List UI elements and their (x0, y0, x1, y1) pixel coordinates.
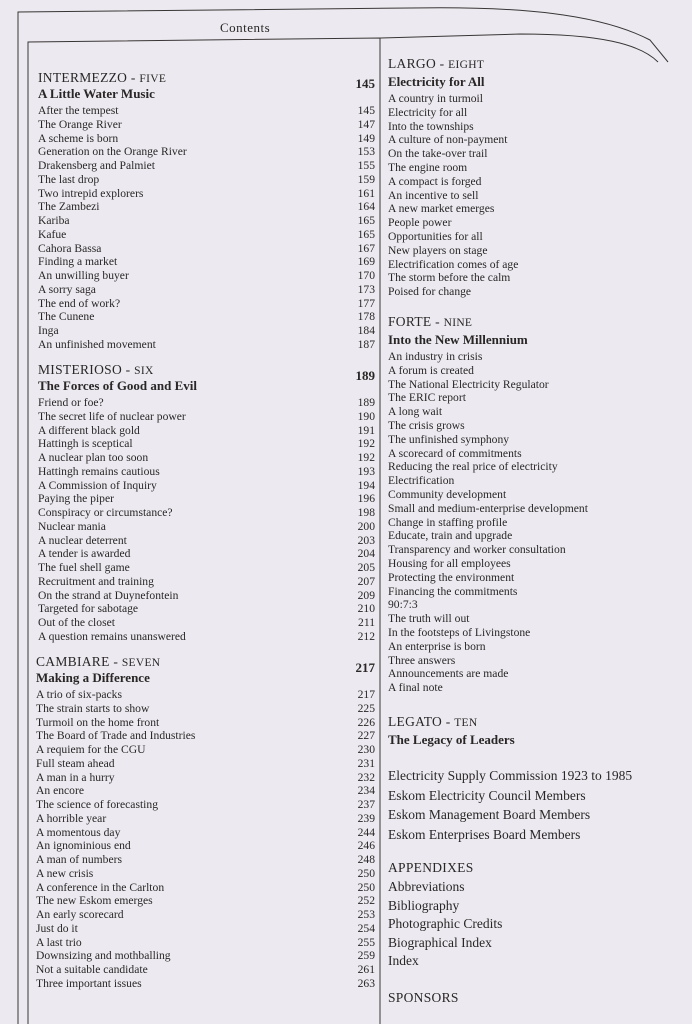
toc-entry-title: A trio of six-packs (36, 688, 122, 701)
toc-entry-title: Kafue (38, 227, 67, 241)
appendix-entry: Index (388, 953, 419, 968)
toc-entry-title: The Cunene (38, 310, 95, 324)
toc-entry-title: Out of the closet (38, 616, 115, 629)
toc-entry-title: People power (388, 216, 452, 230)
section-subtitle: The Forces of Good and Evil (38, 378, 198, 393)
toc-entry-page: 189 (357, 396, 375, 409)
part-numeral: NINE (443, 317, 473, 329)
toc-entry-page: 230 (357, 743, 375, 756)
toc-entry-title: A horrible year (36, 811, 107, 825)
toc-entry-title: Change in staffing profile (388, 515, 508, 529)
part-numeral: SIX (134, 365, 154, 377)
toc-entry-title: An encore (36, 784, 84, 798)
toc-entry-title: The ERIC report (388, 391, 466, 405)
toc-entry-page: 165 (357, 227, 375, 241)
part-heading (388, 56, 484, 72)
toc-entry-title: Hattingh is sceptical (38, 437, 133, 451)
toc-entry-page: 198 (357, 506, 375, 519)
appendix-entry: Photographic Credits (388, 916, 503, 931)
toc-entry-title: Into the townships (388, 119, 474, 133)
toc-entry-title: A last trio (36, 935, 82, 949)
toc-entry-title: A culture of non-payment (388, 133, 508, 147)
toc-entry-title: Community development (388, 488, 507, 501)
toc-entry-title: Announcements are made (388, 667, 509, 681)
toc-entry-page: 178 (357, 310, 375, 324)
toc-entry-page: 173 (357, 282, 375, 296)
toc-entry-page: 239 (357, 811, 375, 825)
toc-entry-page: 248 (357, 853, 375, 866)
toc-entry-page: 226 (357, 715, 375, 729)
board-listing: Electricity Supply Commission 1923 to 1985 (388, 768, 633, 783)
toc-entry-title: Educate, train and upgrade (388, 529, 513, 543)
toc-entry-title: A conference in the Carlton (36, 880, 165, 894)
toc-entry-title: Electrification comes of age (388, 257, 519, 271)
toc-entry-title: Protecting the environment (388, 570, 515, 584)
toc-entry-title: Friend or foe? (38, 396, 104, 409)
toc-entry-page: 187 (357, 337, 375, 351)
section-page-number: 145 (355, 76, 375, 91)
toc-entry-title: A forum is created (388, 363, 474, 377)
toc-entry-title: 90:7:3 (388, 598, 418, 612)
toc-entry-page: 207 (357, 574, 375, 588)
toc-entry-title: Reducing the real price of electricity (388, 460, 558, 474)
toc-entry-title: Poised for change (388, 285, 472, 299)
toc-entry-title: A new market emerges (388, 202, 495, 216)
part-heading (388, 314, 472, 330)
toc-entry-title: Paying the piper (38, 492, 114, 506)
toc-entry-title: An early scorecard (36, 908, 124, 921)
toc-entry-title: Drakensberg and Palmiet (38, 159, 155, 172)
toc-entry-title: Opportunities for all (388, 230, 483, 243)
toc-entry-title: On the take-over trail (388, 147, 488, 161)
toc-entry-page: 232 (357, 770, 375, 784)
toc-entry-title: Cahora Bassa (38, 241, 102, 255)
toc-entry-title: The end of work? (38, 296, 121, 310)
appendix-entry: Biographical Index (388, 934, 492, 950)
section-subtitle: A Little Water Music (38, 86, 155, 101)
toc-entry-title: The crisis grows (388, 419, 465, 432)
toc-entry-title: The engine room (388, 161, 468, 174)
toc-entry-page: 167 (357, 241, 375, 255)
toc-entry-title: A sorry saga (38, 282, 96, 296)
toc-entry-page: 205 (357, 561, 375, 574)
toc-entry-page: 165 (357, 214, 375, 227)
toc-entry-page: 210 (357, 602, 375, 616)
part-numeral: SEVEN (121, 657, 161, 669)
toc-entry-title: Nuclear mania (38, 519, 106, 533)
toc-entry-title: The National Electricity Regulator (388, 377, 549, 391)
toc-entry-page: 263 (357, 976, 375, 990)
appendix-entry: Abbreviations (388, 879, 465, 894)
toc-entry-title: Hattingh remains cautious (38, 464, 160, 478)
toc-entry-title: Finding a market (38, 255, 118, 269)
toc-entry-page: 192 (357, 437, 375, 451)
toc-entry-page: 225 (357, 701, 375, 715)
toc-entry-title: Small and medium-enterprise development (388, 501, 588, 515)
toc-entry-page: 169 (357, 255, 375, 269)
part-numeral: TEN (454, 717, 478, 729)
toc-entry-title: The Orange River (38, 117, 122, 131)
toc-entry-title: A momentous day (36, 825, 121, 839)
section-subtitle: The Legacy of Leaders (388, 732, 515, 747)
toc-entry-page: 191 (357, 423, 375, 437)
toc-entry-page: 184 (357, 324, 375, 337)
section-subtitle: Making a Difference (36, 670, 150, 685)
toc-entry-title: A scheme is born (38, 131, 119, 145)
toc-entry-title: The new Eskom emerges (36, 894, 153, 908)
toc-entry-page: 193 (357, 464, 375, 478)
toc-entry-page: 237 (357, 798, 375, 811)
part-title: LEGATO - (388, 714, 455, 729)
contents-heading: Contents (220, 20, 271, 35)
toc-entry-page: 194 (357, 478, 375, 492)
toc-entry-title: A Commission of Inquiry (38, 478, 157, 492)
part-heading (388, 714, 477, 730)
toc-entry-title: Electrification (388, 474, 455, 488)
toc-entry-title: A man in a hurry (36, 770, 115, 784)
toc-entry-page: 190 (357, 409, 375, 423)
toc-entry-title: Turmoil on the home front (36, 715, 160, 729)
toc-entry-page: 196 (357, 492, 375, 506)
part-title: INTERMEZZO - (38, 70, 140, 85)
toc-entry-title: Full steam ahead (36, 756, 115, 770)
toc-entry-title: Financing the commitments (388, 584, 518, 598)
appendix-entry: Bibliography (388, 897, 460, 913)
toc-entry-page: 244 (357, 825, 375, 839)
toc-entry-title: In the footsteps of Livingstone (388, 626, 531, 639)
sponsors-heading: SPONSORS (388, 990, 459, 1005)
toc-entry-title: A man of numbers (36, 853, 122, 866)
toc-entry-title: Conspiracy or circumstance? (38, 506, 173, 519)
toc-entry-title: A long wait (388, 405, 443, 419)
toc-entry-title: The Zambezi (38, 200, 100, 214)
part-title: CAMBIARE - (36, 654, 122, 669)
toc-entry-title: A nuclear deterrent (38, 533, 127, 547)
toc-entry-page: 234 (357, 784, 375, 798)
section-subtitle: Electricity for All (388, 74, 485, 89)
toc-entry-title: An ignominious end (36, 839, 131, 853)
toc-entry-title: Electricity for all (388, 105, 468, 119)
part-title: FORTE - (388, 314, 444, 329)
toc-entry-page: 203 (357, 533, 375, 547)
toc-entry-title: Downsizing and mothballing (36, 949, 171, 963)
toc-entry-page: 204 (357, 547, 375, 561)
part-numeral: FIVE (139, 73, 167, 85)
toc-entry-title: After the tempest (38, 104, 119, 117)
board-listing: Eskom Electricity Council Members (388, 787, 586, 803)
toc-entry-page: 250 (357, 866, 375, 880)
toc-entry-title: A compact is forged (388, 174, 482, 188)
toc-entry-title: Three important issues (36, 976, 142, 990)
toc-entry-title: Just do it (36, 921, 78, 935)
toc-entry-page: 259 (357, 949, 375, 963)
toc-entry-title: A question remains unanswered (38, 629, 186, 643)
toc-entry-title: Kariba (38, 214, 70, 227)
toc-entry-page: 155 (357, 159, 375, 172)
toc-entry-page: 227 (357, 729, 375, 743)
toc-entry-title: The science of forecasting (36, 798, 158, 811)
toc-entry-page: 147 (357, 117, 375, 131)
toc-entry-title: A requiem for the CGU (36, 743, 146, 756)
board-listing: Eskom Enterprises Board Members (388, 826, 581, 842)
toc-entry-page: 192 (357, 451, 375, 464)
toc-entry-page: 246 (357, 839, 375, 853)
toc-entry-title: The fuel shell game (38, 561, 130, 574)
toc-entry-title: Transparency and worker consultation (388, 543, 566, 557)
toc-entry-page: 153 (357, 145, 375, 159)
section-subtitle: Into the New Millennium (388, 332, 528, 347)
toc-entry-title: A scorecard of commitments (388, 446, 522, 460)
toc-entry-title: The Board of Trade and Industries (36, 729, 196, 743)
toc-entry-title: Generation on the Orange River (38, 145, 187, 159)
toc-entry-title: The storm before the calm (388, 271, 511, 285)
board-listing: Eskom Management Board Members (388, 807, 591, 822)
toc-entry-page: 255 (357, 935, 375, 949)
toc-entry-title: Not a suitable candidate (36, 963, 148, 976)
toc-entry-page: 161 (357, 186, 375, 200)
toc-entry-title: Targeted for sabotage (38, 602, 139, 616)
toc-entry-title: Three answers (388, 653, 456, 667)
toc-entry-page: 200 (357, 519, 375, 533)
toc-entry-title: An incentive to sell (388, 188, 479, 202)
section-page-number: 189 (355, 368, 375, 383)
toc-entry-page: 164 (357, 200, 375, 214)
toc-entry-page: 252 (357, 894, 375, 908)
toc-entry-title: An unfinished movement (38, 337, 156, 351)
toc-entry-page: 261 (357, 963, 375, 976)
toc-entry-title: The last drop (38, 172, 100, 186)
toc-entry-title: An industry in crisis (388, 350, 483, 363)
toc-entry-title: The strain starts to show (36, 701, 150, 715)
toc-entry-title: On the strand at Duynefontein (38, 588, 179, 602)
toc-entry-title: An unwilling buyer (38, 269, 129, 282)
toc-entry-title: The unfinished symphony (388, 432, 510, 446)
toc-entry-page: 145 (357, 104, 375, 117)
section-page-number: 217 (355, 660, 375, 675)
toc-entry-page: 253 (357, 908, 375, 921)
toc-entry-page: 250 (357, 880, 375, 894)
toc-entry-title: A tender is awarded (38, 547, 131, 561)
toc-entry-title: New players on stage (388, 243, 488, 257)
toc-entry-title: A different black gold (38, 423, 140, 437)
toc-entry-page: 149 (357, 131, 375, 145)
toc-entry-page: 212 (357, 629, 375, 643)
toc-entry-page: 170 (357, 269, 375, 282)
toc-entry-title: Two intrepid explorers (38, 186, 144, 200)
toc-entry-title: A final note (388, 681, 443, 695)
toc-entry-page: 209 (357, 588, 375, 602)
toc-entry-title: The truth will out (388, 612, 470, 626)
toc-entry-page: 177 (357, 296, 375, 310)
toc-entry-page: 254 (357, 921, 375, 935)
toc-entry-page: 217 (357, 688, 375, 701)
part-title: MISTERIOSO - (38, 362, 135, 377)
toc-entry-title: A nuclear plan too soon (38, 451, 149, 464)
toc-entry-title: Inga (38, 324, 59, 337)
toc-entry-title: Housing for all employees (388, 557, 511, 570)
appendixes-heading: APPENDIXES (388, 860, 474, 875)
toc-entry-title: An enterprise is born (388, 639, 486, 653)
toc-entry-title: A country in turmoil (388, 92, 483, 105)
toc-entry-title: The secret life of nuclear power (38, 409, 186, 423)
part-numeral: EIGHT (448, 59, 485, 71)
toc-entry-page: 231 (357, 756, 375, 770)
toc-entry-title: Recruitment and training (38, 574, 154, 588)
part-title: LARGO - (388, 56, 449, 71)
toc-entry-title: A new crisis (36, 866, 94, 880)
toc-entry-page: 211 (358, 616, 375, 629)
toc-entry-page: 159 (357, 172, 375, 186)
